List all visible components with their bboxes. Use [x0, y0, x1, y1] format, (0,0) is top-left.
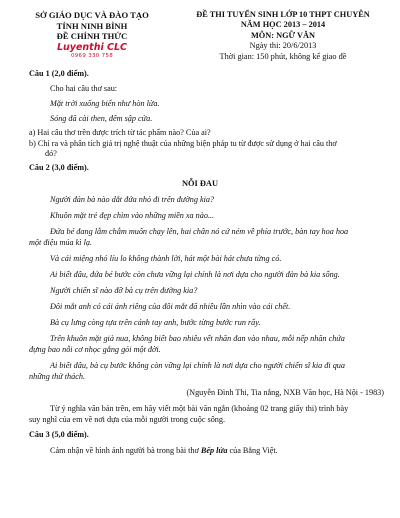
poem-line: đựng bao nỗi cơ nhọc gắng gỏi một đời.	[29, 345, 161, 354]
school-year: NĂM HỌC 2013 – 2014	[240, 20, 326, 30]
exam-title: ĐỀ THI TUYỂN SINH LỚP 10 THPT CHUYÊN	[196, 10, 370, 19]
q2-heading: Câu 2 (3,0 điểm).	[29, 163, 89, 172]
q1-part-b-line1: b) Chỉ ra và phân tích giá trị nghệ thuật của những biện pháp tu từ được sử dụng ở hai câu thơ	[29, 139, 337, 148]
poem-line: Ai biết đâu, đứa bé bước còn chưa vững lại chính là nơi dựa cho người đàn bà kia sống.	[50, 270, 340, 279]
q1-part-b-line2: đó?	[45, 149, 57, 158]
q1-heading: Câu 1 (2,0 điểm).	[29, 69, 89, 78]
poem-line: Đứa bé đang lẫm chẫm muốn chạy lên, hai chân nó cứ ném về phía trước, bàn tay hoa hoa	[50, 227, 349, 236]
q1-part-a: a) Hai câu thơ trên được trích từ tác phẩm nào? Của ai?	[29, 128, 211, 137]
subject: MÔN: NGỮ VĂN	[250, 30, 316, 40]
poem-line: những thử thách.	[29, 372, 86, 381]
poem-title: NỖI ĐAU	[181, 179, 219, 188]
poem-line: Và cái miệng nhỏ líu lo không thành lời, hát một bài hát chưa từng có.	[50, 254, 282, 263]
q1-verse-2: Sóng đã cài then, đêm sập cửa.	[50, 114, 153, 123]
q3-heading: Câu 3 (5,0 điểm).	[29, 430, 89, 439]
exam-duration: Thời gian: 150 phút, không kể giao đề	[219, 51, 347, 61]
poem-source: (Nguyễn Đình Thi, Tia nắng, NXB Văn học, Hà Nội - 1983)	[186, 388, 384, 397]
watermark-stamp: Luyenthi CLC	[56, 41, 128, 53]
official-label: ĐỀ CHÍNH THỨC	[56, 31, 128, 42]
province-name: TỈNH NINH BÌNH	[56, 20, 128, 31]
q3-task-pre: Cảm nhận về hình ảnh người bà trong bài thơ	[50, 446, 201, 455]
poem-line: Người chiến sĩ nào đỡ bà cụ trên đường kia?	[50, 286, 198, 295]
watermark-phone: 0969 330 758	[70, 52, 114, 59]
q1-intro: Cho hai câu thơ sau:	[50, 84, 118, 93]
exam-date: Ngày thi: 20/6/2013	[249, 41, 317, 51]
header-right	[172, 10, 394, 62]
poem-line: Bà cụ lưng còng tựa trên cánh tay anh, bước từng bước run rẩy.	[50, 318, 261, 327]
q2-task-line2: suy nghĩ của em về nơi dựa của mỗi người trong cuộc sống.	[29, 415, 226, 424]
q2-task-line1: Từ ý nghĩa văn bản trên, em hãy viết một bài văn ngắn (khoảng 02 trang giấy thi) trình bày	[50, 404, 349, 413]
header-left	[22, 10, 162, 59]
q3-task-post: của Bằng Việt.	[227, 446, 278, 455]
poem-line: Người đàn bà nào dắt đứa nhỏ đi trên đường kia?	[50, 195, 215, 204]
q1-verse-1: Mặt trời xuống biển như hòn lửa.	[50, 99, 160, 108]
poem-line: Ai biết đâu, bà cụ bước không còn vững lại chính là nơi dựa cho người chiến sĩ kia đi qua	[50, 361, 345, 370]
dept-name: SỞ GIÁO DỤC VÀ ĐÀO TẠO	[35, 10, 149, 20]
q3-poem-title: Bếp lửa	[200, 446, 228, 455]
poem-line: một điệu múa kì lạ.	[29, 238, 92, 247]
poem-line: Trên khuôn mặt già nua, không biết bao nhiêu vết nhăn đan vào nhau, mỗi nếp nhăn chứa	[50, 334, 345, 343]
poem-line: Khuôn mặt trẻ đẹp chìm vào những miền xa nào...	[50, 211, 215, 220]
q3-task	[50, 446, 278, 456]
poem-line: Đôi mắt anh có cái ánh riêng của đôi mắt đã nhiều lần nhìn vào cái chết.	[50, 302, 291, 311]
